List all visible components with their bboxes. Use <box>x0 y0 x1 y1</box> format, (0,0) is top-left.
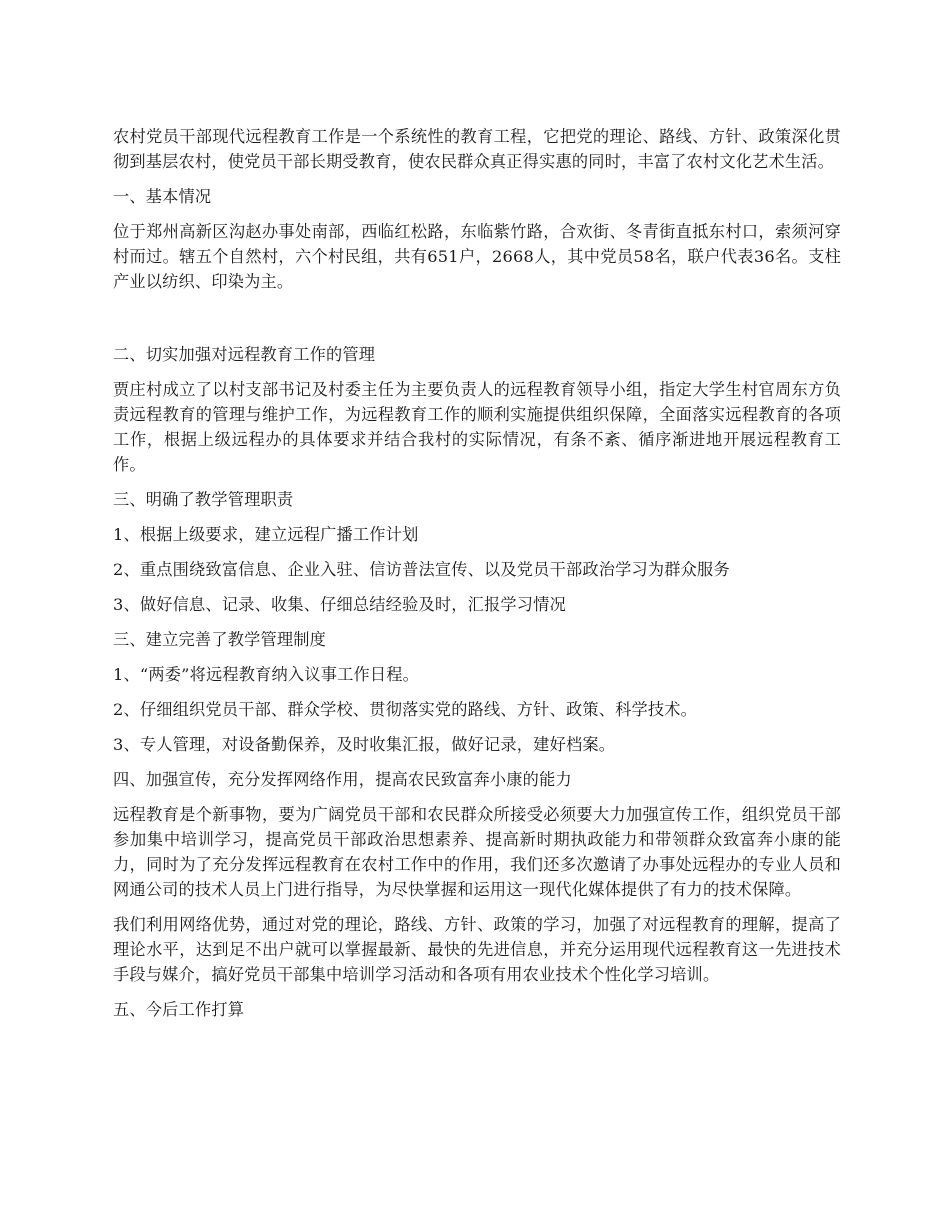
heading-responsibilities: 三、明确了教学管理职责 <box>113 490 294 509</box>
responsibility-item-1: 1、根据上级要求，建立远程广播工作计划 <box>113 525 419 544</box>
system-item-2: 2、仔细组织党员干部、群众学校、贯彻落实党的路线、方针、政策、科学技术。 <box>113 700 698 719</box>
publicity-paragraph-1: 远程教育是个新事物，要为广阔党员干部和农民群众所接受必须要大力加强宣传工作，组织党员干部参加集中培训学习，提高党员干部政治思想素养、提高新时期执政能力和带领群众致富奔小康的能力，同时为了充分发挥远程教育在农村工作中的作用，我们还多次邀请了办事处远程办的专业人员和网通公司的技术人员上门进行指导，为尽快掌握和运用这一现代化媒体提供了有力的技术保障。 <box>113 805 841 899</box>
system-item-1: 1、“两委”将远程教育纳入议事工作日程。 <box>113 665 420 684</box>
intro-paragraph: 农村党员干部现代远程教育工作是一个系统性的教育工程，它把党的理论、路线、方针、政策深化贯彻到基层农村，使党员干部长期受教育，使农民群众真正得实惠的同时，丰富了农村文化艺术生活。 <box>113 127 841 171</box>
responsibility-item-3: 3、做好信息、记录、收集、仔细总结经验及时，汇报学习情况 <box>113 595 566 614</box>
blank-line <box>113 304 841 342</box>
heading-future-plans: 五、今后工作打算 <box>113 1000 245 1019</box>
management-paragraph: 贾庄村成立了以村支部书记及村委主任为主要负责人的远程教育领导小组，指定大学生村官周东方负责远程教育的管理与维护工作，为远程教育工作的顺利实施提供组织保障，全面落实远程教育的各项工作，根据上级远程办的具体要求并结合我村的实际情况，有条不紊、循序渐进地开展远程教育工作。 <box>113 380 841 474</box>
basic-situation-paragraph: 位于郑州高新区沟赵办事处南部，西临红松路，东临紫竹路，合欢街、冬青街直抵东村口，索须河穿村而过。辖五个自然村，六个村民组，共有651户，2668人，其中党员58名，联户代表36名。支柱产业以纺织、印染为主。 <box>113 222 841 291</box>
publicity-paragraph-2: 我们利用网络优势，通过对党的理论，路线、方针、政策的学习，加强了对远程教育的理解，提高了理论水平，达到足不出户就可以掌握最新、最快的先进信息，并充分运用现代远程教育这一先进技术手段与媒介，搞好党员干部集中培训学习活动和各项有用农业技术个性化学习培训。 <box>113 915 841 984</box>
heading-publicity: 四、加强宣传，充分发挥网络作用，提高农民致富奔小康的能力 <box>113 770 572 789</box>
heading-basic-situation: 一、基本情况 <box>113 187 212 206</box>
heading-system: 三、建立完善了教学管理制度 <box>113 630 327 649</box>
responsibility-item-2: 2、重点围绕致富信息、企业入驻、信访普法宣传、以及党员干部政治学习为群众服务 <box>113 560 730 579</box>
document-page <box>113 124 841 1032</box>
system-item-3: 3、专人管理，对设备勤保养，及时收集汇报，做好记录，建好档案。 <box>113 735 616 754</box>
heading-management: 二、切实加强对远程教育工作的管理 <box>113 345 376 364</box>
